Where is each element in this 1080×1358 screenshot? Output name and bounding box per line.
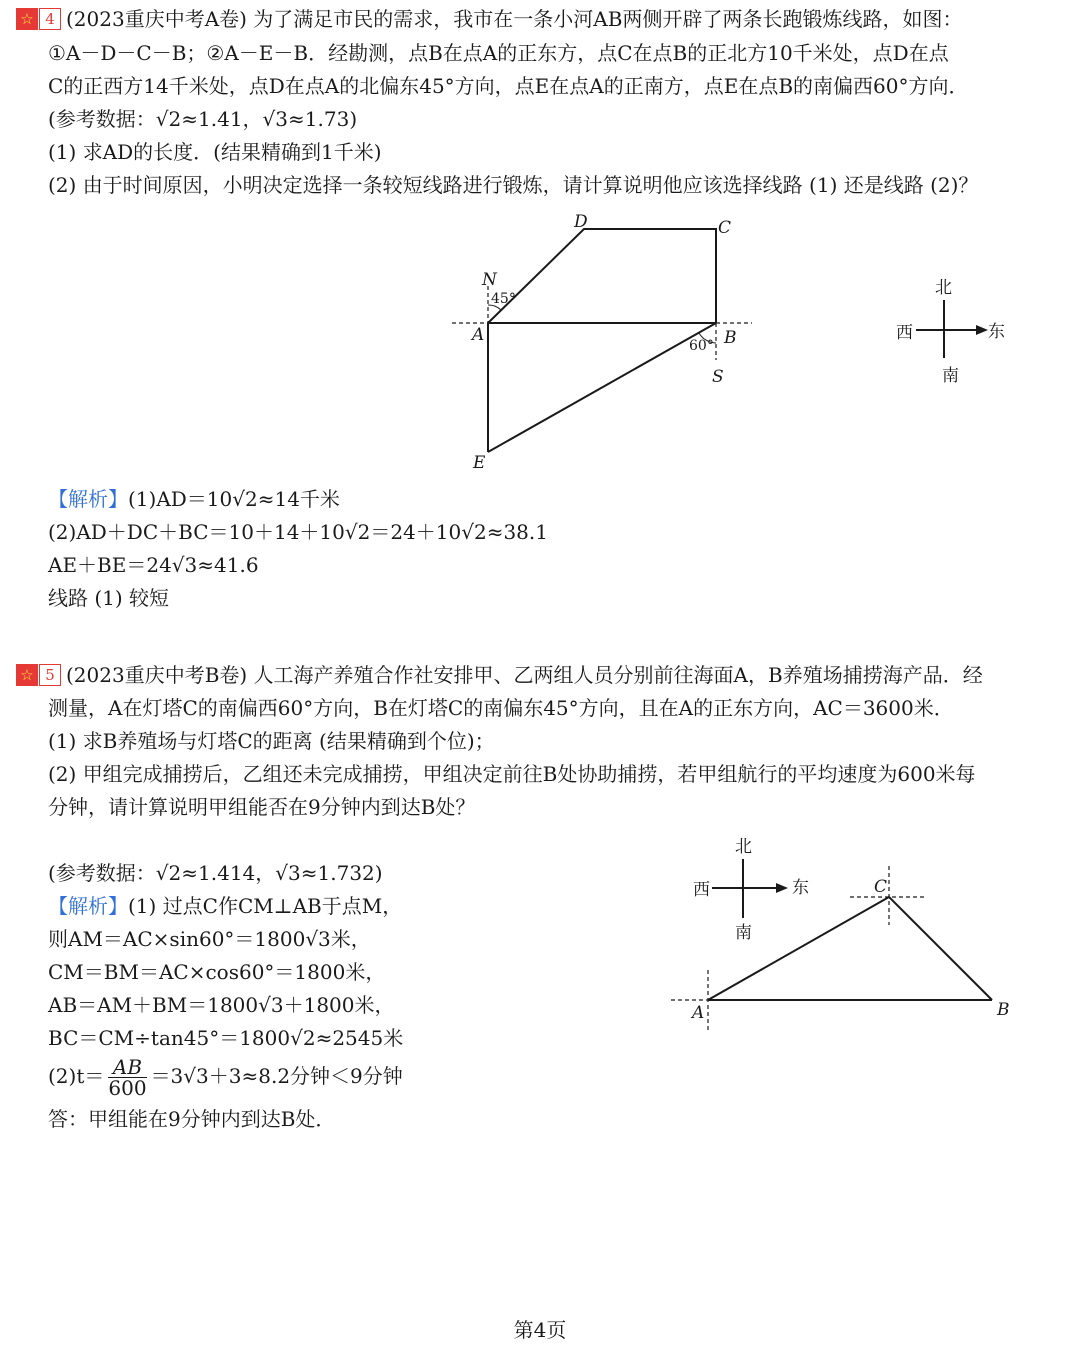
problem-5-figure bbox=[0, 820, 1080, 1050]
problem-number: 5 bbox=[39, 664, 61, 686]
compass-east: 东 bbox=[988, 322, 1005, 342]
label-B: B bbox=[724, 328, 737, 348]
compass-south: 南 bbox=[735, 923, 752, 943]
fraction: $\frac{AB}{600}$ bbox=[108, 1055, 147, 1100]
problem-4-q1: (1) 求AD的长度．(结果精确到1千米) bbox=[48, 140, 382, 164]
arrow-east-icon bbox=[976, 325, 988, 335]
page-number: 第4页 bbox=[513, 1318, 567, 1342]
compass-east: 东 bbox=[792, 878, 809, 898]
solution-5-line-5: BC＝CM÷tan45°＝1800√2≈2545米 bbox=[48, 1026, 404, 1050]
compass-south: 南 bbox=[942, 366, 959, 386]
compass-west: 西 bbox=[896, 323, 913, 343]
problem-5-reference: (参考数据：√2≈1.414，√3≈1.732) bbox=[48, 861, 383, 885]
solution-4-line-2: (2)AD＋DC＋BC＝10＋14＋10√2＝24＋10√2≈38.1 bbox=[48, 520, 548, 544]
star-icon: ☆ bbox=[16, 8, 38, 30]
problem-5-line-1: (2023重庆中考B卷) 人工海产养殖合作社安排甲、乙两组人员分别前往海面A，B养殖场捕捞海产品．经 bbox=[66, 663, 983, 687]
compass-west: 西 bbox=[693, 880, 710, 900]
route-1 bbox=[488, 229, 716, 323]
problem-4-line-1: (2023重庆中考A卷) 为了满足市民的需求，我市在一条小河AB两侧开辟了两条长跑锻炼线路，如图： bbox=[66, 7, 963, 31]
problem-4-reference: (参考数据：√2≈1.41，√3≈1.73) bbox=[48, 107, 358, 131]
compass-icon bbox=[712, 859, 780, 918]
problem-5-q1: (1) 求B养殖场与灯塔C的距离 (结果精确到个位)； bbox=[48, 729, 495, 753]
label-A: A bbox=[472, 325, 485, 345]
label-D: D bbox=[574, 212, 588, 232]
compass-north: 北 bbox=[735, 837, 752, 857]
label-S: S bbox=[712, 367, 724, 387]
solution-4-line-1: 【解析】(1)AD＝10√2≈14千米 bbox=[48, 487, 340, 511]
problem-5-line-2: 测量，A在灯塔C的南偏西60°方向，B在灯塔C的南偏东45°方向，且在A的正东方向，AC＝3600米． bbox=[48, 696, 954, 720]
label-E: E bbox=[473, 453, 486, 473]
solution-5-answer: 答：甲组能在9分钟内到达B处． bbox=[48, 1107, 336, 1131]
problem-4-q2: (2) 由于时间原因，小明决定选择一条较短线路进行锻炼，请计算说明他应该选择线路 (1) 还是线路 (2)？ bbox=[48, 173, 979, 197]
segment-eb bbox=[488, 323, 716, 452]
problem-5-q2-cont: 分钟，请计算说明甲组能否在9分钟内到达B处？ bbox=[48, 795, 476, 819]
angle-45: 45° bbox=[491, 291, 516, 307]
solution-5-part2: (2)t＝ $\frac{AB}{600}$ ＝3√3＋3≈8.2分钟＜9分钟 bbox=[48, 1055, 403, 1100]
solution-tag: 【解析】 bbox=[48, 894, 128, 918]
label-C: C bbox=[718, 218, 732, 238]
problem-5-badge bbox=[16, 663, 61, 687]
solution-5-line-3: CM＝BM＝AC×cos60°＝1800米， bbox=[48, 960, 386, 984]
problem-number: 4 bbox=[39, 8, 61, 30]
solution-5-line-2: 则AM＝AC×sin60°＝1800√3米， bbox=[48, 927, 371, 951]
compass-icon bbox=[916, 300, 980, 358]
arrow-east-icon bbox=[776, 883, 788, 893]
triangle-abc bbox=[708, 897, 992, 1000]
solution-4-line-3: AE＋BE＝24√3≈41.6 bbox=[48, 553, 259, 577]
label-A: A bbox=[692, 1003, 705, 1023]
solution-5-line-1: 【解析】(1) 过点C作CM⊥AB于点M， bbox=[48, 894, 403, 918]
solution-5-line-4: AB＝AM＋BM＝1800√3＋1800米， bbox=[48, 993, 395, 1017]
label-B: B bbox=[997, 1000, 1010, 1020]
solution-4-line-4: 线路 (1) 较短 bbox=[48, 586, 170, 610]
problem-4-line-2: ①A－D－C－B；②A－E－B．经勘测，点B在点A的正东方，点C在点B的正北方10千米处，点D在点 bbox=[48, 41, 949, 65]
angle-60: 60° bbox=[689, 338, 714, 354]
problem-5-q2: (2) 甲组完成捕捞后，乙组还未完成捕捞，甲组决定前往B处协助捕捞，若甲组航行的平均速度为600米每 bbox=[48, 762, 976, 786]
label-C: C bbox=[874, 877, 888, 897]
problem-4-line-3: C的正西方14千米处，点D在点A的北偏东45°方向，点E在点A的正南方，点E在点B的南偏西60°方向． bbox=[48, 74, 969, 98]
label-N: N bbox=[482, 270, 497, 290]
compass-north: 北 bbox=[935, 278, 952, 298]
solution-tag: 【解析】 bbox=[48, 487, 128, 511]
problem-4-figure bbox=[0, 0, 1080, 500]
star-icon: ☆ bbox=[16, 664, 38, 686]
